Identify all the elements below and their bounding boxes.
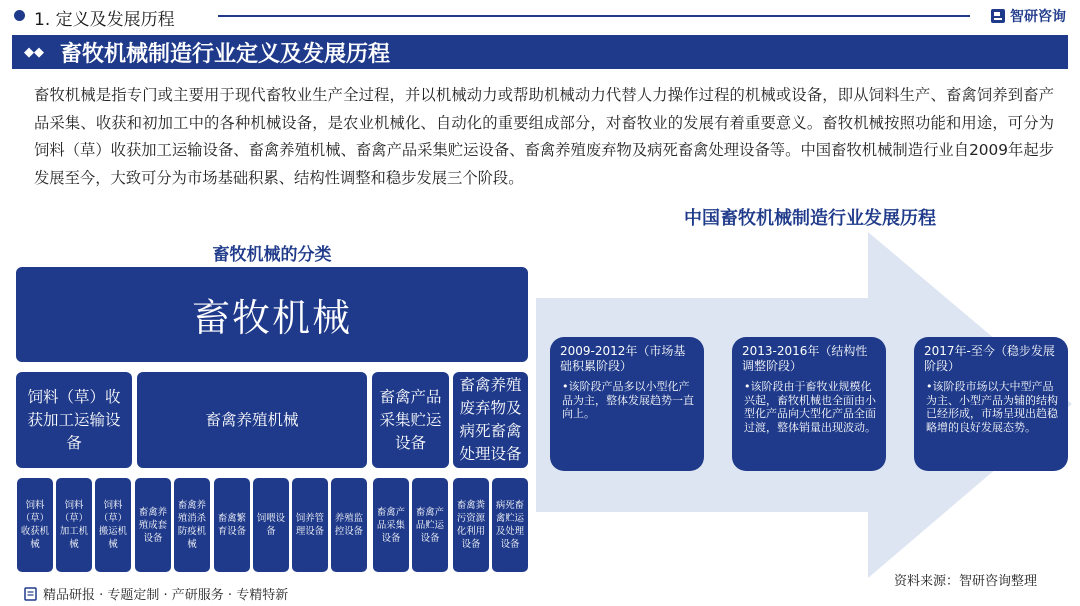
stage-period: 2017年-至今（稳步发展阶段） xyxy=(924,344,1055,373)
subcategory-item: 病死畜禽贮运及处理设备 xyxy=(492,478,528,572)
category-feed-equipment: 饲料（草）收获加工运输设备 xyxy=(16,372,132,468)
stage-period: 2009-2012年（市场基础积累阶段） xyxy=(560,344,686,373)
stage-card xyxy=(550,337,704,471)
stage-description: •该阶段市场以大中型产品为主、小型产品为辅的结构已经形成，市场呈现出趋稳略增的良好发展态势。 xyxy=(926,380,1058,434)
stage-card xyxy=(732,337,886,471)
footer-text: 精品研报 · 专题定制 · 产研服务 · 专精特新 xyxy=(43,588,289,603)
stage-description: •该阶段产品多以小型化产品为主，整体发展趋势一直向上。 xyxy=(562,380,694,420)
subcategory-item: 畜禽产品贮运设备 xyxy=(412,478,448,572)
category-waste-treatment: 畜禽养殖废弃物及病死畜禽处理设备 xyxy=(453,372,528,468)
footer xyxy=(24,584,288,603)
subcategory-item: 饲料（草）搬运机械 xyxy=(95,478,131,572)
category-breeding-machinery: 畜禽养殖机械 xyxy=(137,372,367,468)
document-icon xyxy=(24,587,37,601)
development-title: 中国畜牧机械制造行业发展历程 xyxy=(684,208,936,229)
section-title: 1. 定义及发展历程 xyxy=(34,10,175,30)
classification-root: 畜牧机械 xyxy=(16,267,528,362)
subcategory-item: 饲料（草）加工机械 xyxy=(56,478,92,572)
subcategory-item: 饲养管理设备 xyxy=(292,478,328,572)
subcategory-item: 饲喂设备 xyxy=(253,478,289,572)
brand-name: 智研咨询 xyxy=(1010,9,1066,25)
subcategory-item: 畜禽粪污资源化利用设备 xyxy=(453,478,489,572)
page-title: 畜牧机械制造行业定义及发展历程 xyxy=(60,42,391,67)
subcategory-item: 畜禽繁育设备 xyxy=(214,478,250,572)
subcategory-item: 畜禽养殖成套设备 xyxy=(135,478,171,572)
stage-card xyxy=(914,337,1068,471)
category-product-storage: 畜禽产品采集贮运设备 xyxy=(372,372,449,468)
intro-paragraph: 畜牧机械是指专门或主要用于现代畜牧业生产全过程，并以机械动力或帮助机械动力代替人力操作过程的机械或设备，即从饲料生产、畜禽饲养到畜产品采集、收获和初加工中的各种机械设备，是农业机械化、自动化的重要组成部分，对畜牧业的发展有着重要意义。畜牧机械按照功能和用途，可分为饲料（草）收获加工运输设备、畜禽养殖机械、畜禽产品采集贮运设备、畜禽养殖废弃物及病死畜禽处理设备等。中国畜牧机械制造行业自2009年起步发展至今，大致可分为市场基础积累、结构性调整和稳步发展三个阶段。 xyxy=(34,86,1054,187)
stage-description: •该阶段由于畜牧业规模化兴起，畜牧机械也全面由小型化产品向大型化产品全面过渡，整体销量出现波动。 xyxy=(744,380,876,434)
subcategory-item: 畜禽养殖消杀防疫机械 xyxy=(174,478,210,572)
stage-period: 2013-2016年（结构性调整阶段） xyxy=(742,344,868,373)
diamond-icon: ◆◆ xyxy=(24,45,44,60)
source-note: 资料来源：智研咨询整理 xyxy=(894,574,1038,589)
subcategory-item: 饲料（草）收获机械 xyxy=(17,478,53,572)
subcategory-item: 养殖监控设备 xyxy=(331,478,367,572)
subcategory-item: 畜禽产品采集设备 xyxy=(373,478,409,572)
classification-title: 畜牧机械的分类 xyxy=(212,245,332,265)
